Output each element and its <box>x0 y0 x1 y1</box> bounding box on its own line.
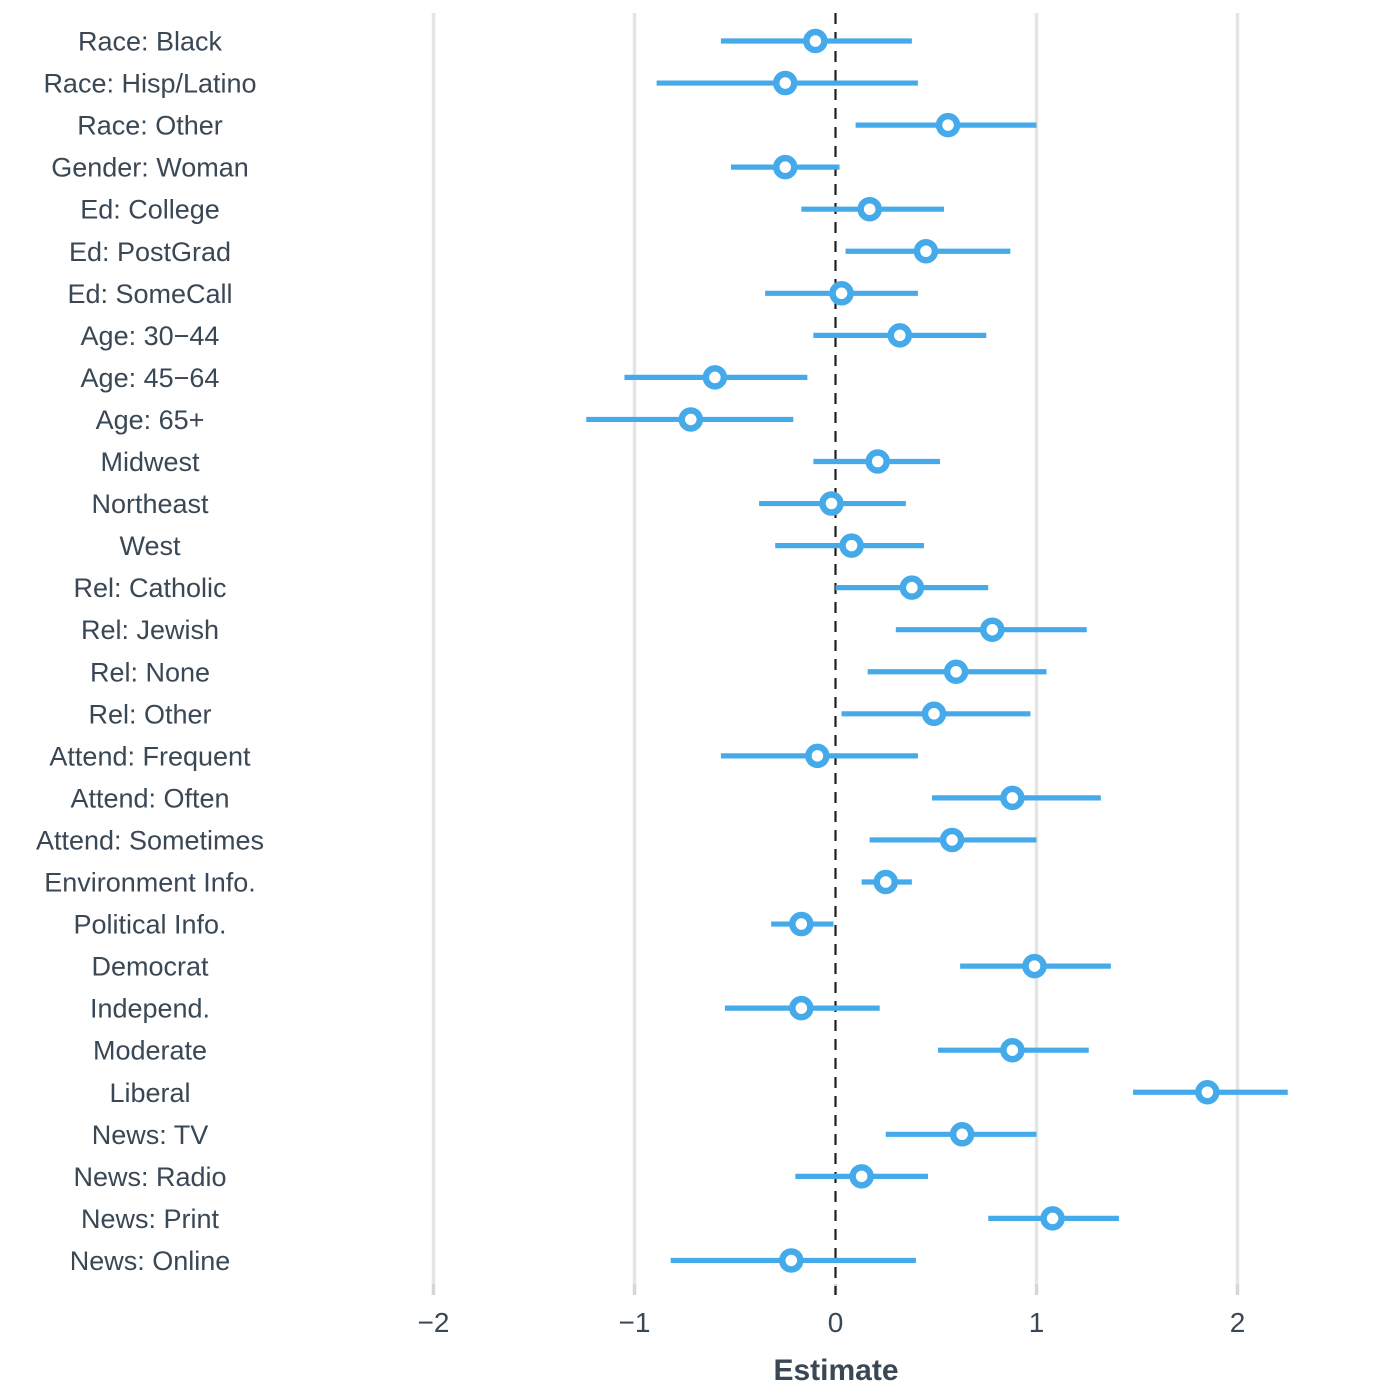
estimate-point <box>776 158 794 176</box>
y-axis-labels-group <box>36 27 264 1276</box>
y-axis-label: Ed: College <box>80 194 220 225</box>
y-axis-label: Midwest <box>100 447 200 477</box>
estimate-point <box>1198 1083 1216 1101</box>
y-axis-label: Liberal <box>109 1077 191 1108</box>
y-axis-label: Political Info. <box>73 909 227 940</box>
estimate-point <box>1044 1209 1062 1227</box>
y-axis-label: Race: Black <box>77 26 223 57</box>
y-axis-label: Rel: Jewish <box>80 615 220 646</box>
estimate-point <box>776 74 794 92</box>
y-axis-label: Attend: Sometimes <box>35 825 265 856</box>
estimate-point <box>983 621 1001 639</box>
y-axis-label: Attend: Frequent <box>49 741 251 772</box>
estimate-point <box>939 116 957 134</box>
data-rows-group <box>586 32 1287 1269</box>
y-axis-label: Race: Hisp/Latino <box>43 68 257 99</box>
estimate-point <box>1003 1041 1021 1059</box>
y-axis-label: Race: Other <box>77 110 223 141</box>
y-axis-label: News: Print <box>80 1203 220 1234</box>
y-axis-label: Democrat <box>91 951 209 982</box>
estimate-point <box>706 368 724 386</box>
y-axis-label: Moderate <box>92 1035 208 1066</box>
estimate-point <box>782 1251 800 1269</box>
y-axis-label: Northeast <box>91 489 209 520</box>
estimate-point <box>853 1167 871 1185</box>
y-axis-label: Age: 65+ <box>95 404 205 435</box>
y-axis-label: Independ. <box>89 993 211 1024</box>
x-tick-label: −1 <box>618 1307 651 1338</box>
y-axis-label: Attend: Often <box>70 783 230 814</box>
y-axis-label: Rel: Other <box>88 699 212 730</box>
x-tick-label: 2 <box>1229 1307 1246 1338</box>
estimate-point <box>792 915 810 933</box>
y-axis-label: Rel: None <box>89 657 211 688</box>
estimate-point <box>877 873 895 891</box>
estimate-point <box>833 284 851 302</box>
estimate-point <box>822 495 840 513</box>
x-tick-label: 0 <box>827 1307 844 1338</box>
estimate-point <box>917 242 935 260</box>
estimate-point <box>806 32 824 50</box>
estimate-point <box>943 831 961 849</box>
x-tick-label: −2 <box>417 1307 450 1338</box>
estimate-point <box>869 453 887 471</box>
estimate-point <box>808 747 826 765</box>
estimate-point <box>925 705 943 723</box>
y-axis-label: News: Online <box>69 1245 231 1276</box>
y-axis-label: News: Radio <box>73 1161 227 1192</box>
y-axis-label: Ed: PostGrad <box>68 236 232 267</box>
estimate-point <box>1025 957 1043 975</box>
estimate-point <box>891 326 909 344</box>
x-tick-label: 1 <box>1028 1307 1045 1338</box>
y-axis-label: Age: 30−44 <box>80 320 220 351</box>
estimate-point <box>682 410 700 428</box>
x-axis-title: Estimate <box>773 1354 899 1387</box>
estimate-point <box>1003 789 1021 807</box>
y-axis-label: West <box>119 531 181 562</box>
y-axis-label: Gender: Woman <box>51 152 249 183</box>
x-axis-labels-group <box>418 1307 1246 1338</box>
estimate-point <box>903 579 921 597</box>
estimate-point <box>947 663 965 681</box>
y-axis-label: Rel: Catholic <box>73 573 227 604</box>
estimate-point <box>953 1125 971 1143</box>
y-axis-label: Environment Info. <box>44 867 256 898</box>
estimate-point <box>861 200 879 218</box>
y-axis-label: News: TV <box>91 1119 209 1150</box>
estimate-point <box>792 999 810 1017</box>
estimate-point <box>843 537 861 555</box>
y-axis-label: Age: 45−64 <box>80 362 220 393</box>
y-axis-label: Ed: SomeCall <box>67 278 233 309</box>
